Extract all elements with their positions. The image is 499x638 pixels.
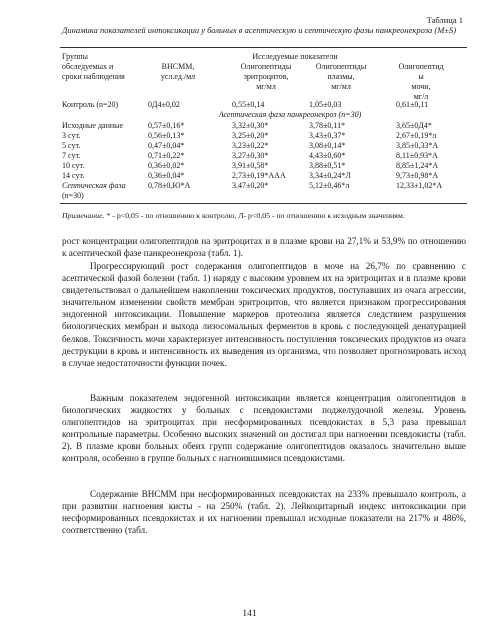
header-vsmm [148,62,208,82]
table-row-label: Исходные данные [62,121,124,130]
body-paragraph: Содержание ВНСММ при несформированных псевдокистах на 233% превышало контроль, а при развитии нагноения кисты - на 250% (табл. 2). Лейкоцитарный индекс интоксикации при несформированных псевдокистах и их нагноении превышал исходные показатели на 217% и 486%, соответственно (табл. [62,489,466,536]
table-cell-urine: 2,67±0,19*л [396,131,437,140]
header-ery-line3: мг/мл [256,82,276,91]
table-cell-plasma: 3,34±0,24*Л [309,171,351,180]
header-groups [62,52,125,82]
table-cell-erythrocytes: 3,27±0,30* [232,151,269,160]
table-row-label: 3 сут. [62,131,81,140]
note-text: * - р<0,05 - по отношению к контролю, Л- р<0,05 - по отношению к исходным значениям. [104,211,405,220]
table-cell-vsmm: 0,71±0,22* [148,151,185,160]
table-caption: Динамика показателей интоксикации у больных в асептическую и септическую фазы панкреонекроза (M±S) [62,25,457,35]
body-paragraph: Прогрессирующий рост содержания олигопептидов в моче на 26,7% по сравнению с асептической фазой болезни (табл. 1) наряду с высоким уровнем их на эритроцитах и в плазме крови свидетельствовал о дальнейшем накоплении токсических продуктов, поступавших из очага агрессии, значительном изменении свойств мембран эритроцитов, что является признаком прогрессирования эндогенной интоксикации. Повышение маркеров протеолиза является следствием разрушения биологических мембран и выхода лизосомальных ферментов в кровь с последующей денатурацией белков. Токсичность мочи характеризует интенсивность поступления токсических продуктов из очага деструкции в кровь и интенсивность их выведения из организма, что позволяет прогнозировать исход в случае недостаточности функции почек. [62,261,466,368]
table-cell-vsmm: 0,57±0,16* [148,121,185,130]
header-plasma-line2: плазмы, [327,72,355,81]
table-row-label: 10 сут. [62,161,85,170]
table-row-label: 14 сут. [62,171,85,180]
body-paragraph: рост концентрации олигопептидов на эритроцитах и в плазме крови на 27,1% и 53,9% по отношению к асептической фазе панкреонекроза (табл. 1). [62,236,466,259]
table-cell-urine: 8,11±0,93*А [396,151,438,160]
table-cell-erythrocytes: 2,73±0,19*ААА [232,171,286,180]
septic-label-line1: Септическая фаза [62,181,126,190]
header-plasma-line3: мг/мл [331,82,351,91]
table-row-label: 7 сут. [62,151,81,160]
table-cell-erythrocytes: 3,91±0,58* [232,161,269,170]
header-urine-line3: мочи, [411,82,431,91]
header-erythrocytes [228,62,304,92]
page-number: 141 [242,609,257,619]
header-ery-line1: Олигопептиды [240,62,292,71]
header-span: Исследуемые показатели [252,52,338,61]
table-cell-plasma: 3,78±0,11* [309,121,346,130]
control-plasma: 1,05±0,03 [309,100,342,109]
table-cell-plasma: 4,43±0,60* [309,151,346,160]
header-plasma-line1: Олигопептиды [315,62,367,71]
control-erythrocytes: 0,55±0,14 [232,100,265,109]
table-bottom-rule [60,203,467,204]
header-vsmm-line1: ВНСММ, [161,62,195,71]
table-number: Таблица 1 [426,15,463,25]
table-cell-urine: 3,65±0Д4* [396,121,432,130]
septic-urine: 12,33±1,02*А [396,181,443,190]
header-groups-line3: сроки наблюдения [62,72,125,81]
header-groups-line2: обследуемых и [62,62,114,71]
control-urine: 0,61±0,11 [396,100,429,109]
table-cell-vsmm: 0,47±0,04* [148,141,185,150]
septic-plasma: 5,12±0,46*л [309,181,350,190]
header-urine [386,62,456,102]
control-label: Контроль (n=20) [62,100,119,109]
table-cell-erythrocytes: 3,23±0,22* [232,141,269,150]
table-cell-urine: 9,73±0,98*А [396,171,439,180]
table-cell-vsmm: 0,56±0,13* [148,131,185,140]
header-ery-line2: эритроцитов, [243,72,289,81]
table-cell-urine: 8,85±1,24*А [396,161,439,170]
table-cell-vsmm: 0,36±0,04* [148,171,185,180]
header-plasma [305,62,377,92]
table-cell-urine: 3,85±0,33*А [396,141,439,150]
table-cell-plasma: 3,43±0,37* [309,131,346,140]
header-urine-line1: Олигопептид [398,62,444,71]
septic-vsmm: 0,78±0,Ю*А [148,181,191,190]
septic-label-line2: (n=30) [62,191,84,200]
note-label: Примечание. [62,211,105,220]
body-paragraph: Важным показателем эндогенной интоксикации является концентрация олигопептидов в биологических жидкостях у больных с псевдокистами поджелудочной железы. Уровень олигопептидов на эритроцитах при несформированных псевдокистах в 5,3 раза превышал контрольные параметры. Особенно высоких значений он достигал при нагноении псевдокисты (табл. 2). В плазме крови больных обеих групп содержание олигопептидов оказалось значительно выше контроля, особенно в группе больных с нагноившимися псевдокистами. [62,393,466,464]
table-note [62,211,464,221]
header-urine-line4: мг/л [413,92,429,101]
header-groups-line1: Группы [62,52,88,61]
table-cell-vsmm: 0,36±0,02* [148,161,185,170]
control-vsmm: 0Д4±0,02 [148,100,180,109]
table-top-rule [60,47,467,48]
table-cell-plasma: 3,88±0,51* [309,161,346,170]
table-cell-plasma: 3,08±0,14* [309,141,346,150]
header-urine-line2: ы [418,72,424,81]
table-row-label: 5 сут. [62,141,81,150]
table-cell-erythrocytes: 3,32±0,30* [232,121,269,130]
section-title-aseptic: Асептическая фаза панкреонекроз (n=30) [218,110,362,119]
header-vsmm-line2: усл.ед./мл [160,72,196,81]
table-cell-erythrocytes: 3,25±0,20* [232,131,269,140]
septic-erythrocytes: 3.47±0,20* [232,181,269,190]
